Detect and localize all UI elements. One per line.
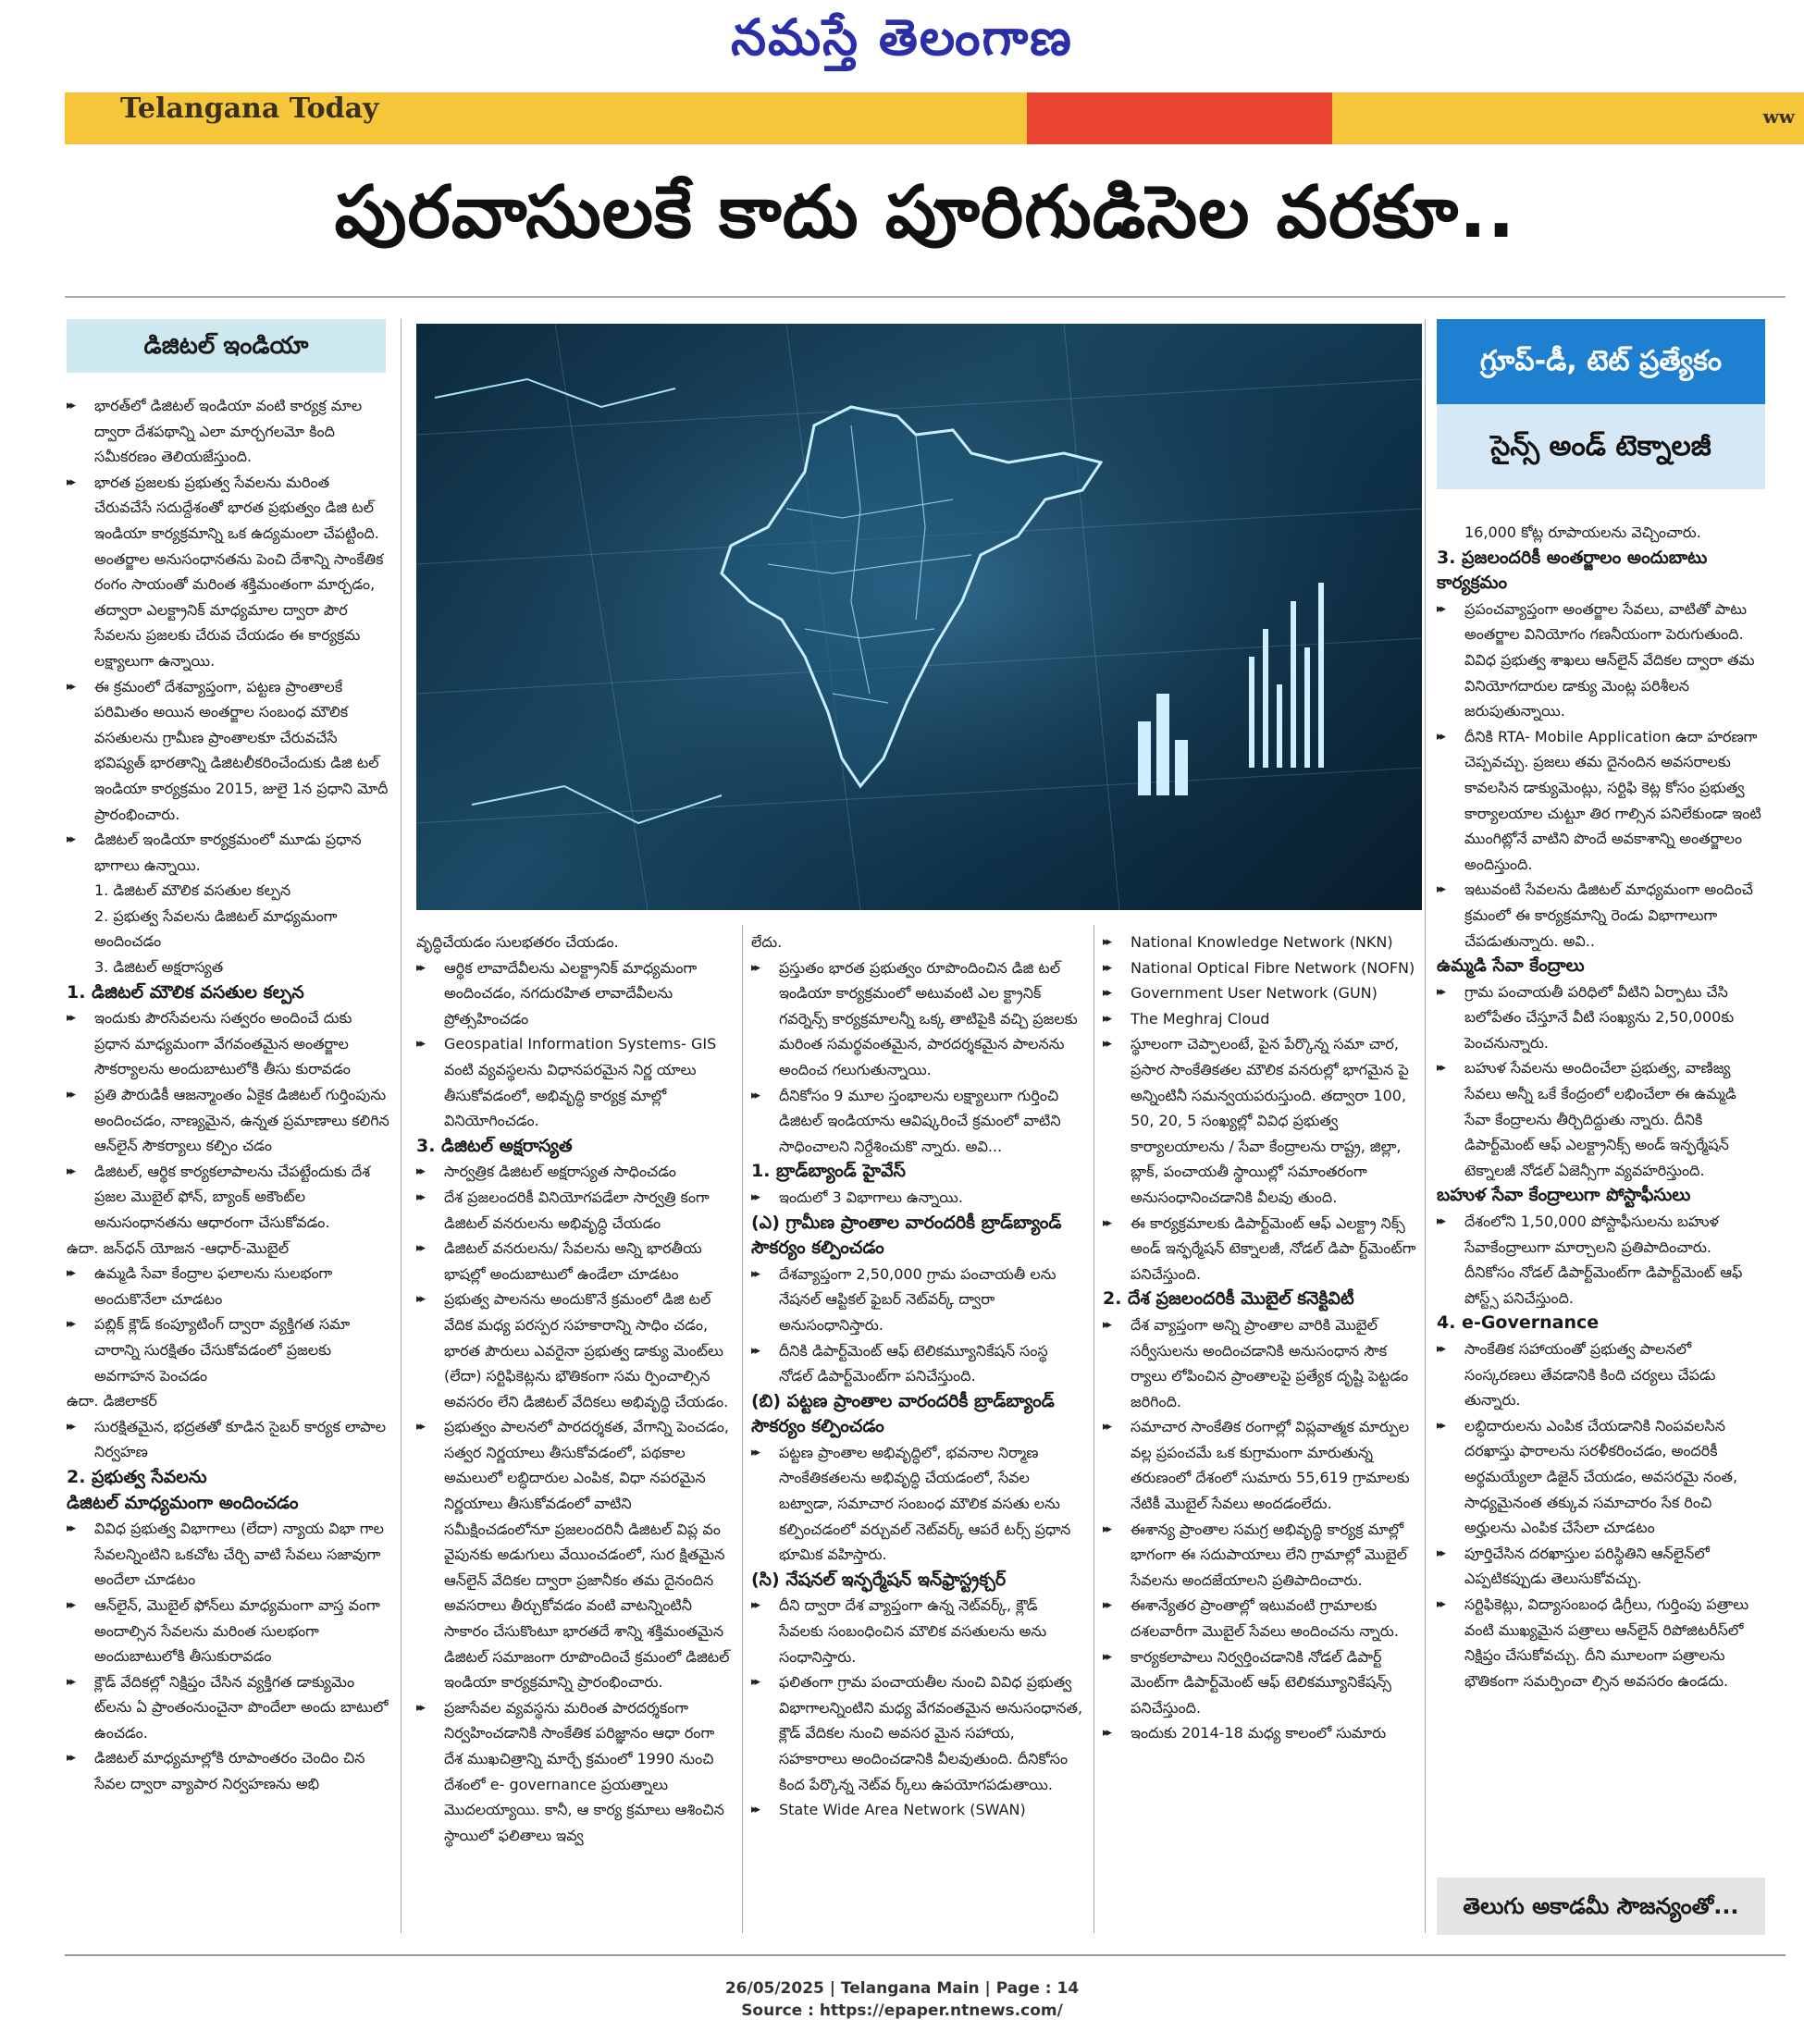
paragraph: వృద్ధిచేయడం సులభతరం చేయడం.: [416, 933, 619, 951]
bullet-paragraph: ▸▸ National Optical Fibre Network (NOFN): [1103, 955, 1417, 981]
bullet-paragraph: ▸▸ ప్రజాసేవల వ్యవస్థను మరింత పారదర్శకంగా నిర్వహించడానికి సాంకేతిక పరిజ్ఞానం ఆధా రంగా దేశ ముఖచిత్రాన్ని మార్చే క్రమంలో 1990 నుంచి దేశంలో e- governance ప్రయత్నాలు మొదలయ్యాయి. కానీ, ఆ కార్య క్రమాలు ఆశించిన స్థాయిలో ఫలితాలు ఇవ్వ: [416, 1695, 733, 1849]
bullet-paragraph: ▸▸ ఈశాన్య ప్రాంతాల సమగ్ర అభివృద్ధి కార్యక్ర మాల్లో భాగంగా ఈ సదుపాయాలు లేని గ్రామాల్లో మొబైల్ సేవలను అందజేయాలని ప్రతిపాదించారు.: [1103, 1517, 1417, 1594]
source-line: Source : https://epaper.ntnews.com/: [741, 2001, 1063, 2020]
section-label-science-tech: సైన్స్ అండ్ టెక్నాలజీ: [1437, 404, 1765, 489]
bullet-paragraph: ▸▸ వివిధ ప్రభుత్వ విభాగాలు (లేదా) న్యాయ విభా గాల సేవలన్నింటిని ఒకచోట చేర్చి వాటి సేవలు సజావుగా అందేలా చూడటం: [67, 1516, 390, 1593]
bullet-paragraph: ▸▸ ఆర్థిక లావాదేవీలను ఎలక్ట్రానిక్ మాధ్యమంగా అందించడం, నగదురహిత లావాదేవీలను ప్రోత్సహించడం: [416, 955, 733, 1032]
bullet-paragraph: ▸▸ సమాచార సాంకేతిక రంగాల్లో విప్లవాత్మక మార్పుల వల్ల ప్రపంచమే ఒక కుగ్రామంగా మారుతున్న తరుణంలో దేశంలో సుమారు 55,619 గ్రామాలకు నేటికీ మొబైల్ సేవలు అందడంలేదు.: [1103, 1414, 1417, 1516]
bullet-paragraph: ▸▸ ఇందుకు 2014-18 మధ్య కాలంలో సుమారు: [1103, 1720, 1417, 1746]
section-heading: 2. ప్రభుత్వ సేవలను: [67, 1466, 207, 1487]
bullet-paragraph: ▸▸ సురక్షితమైన, భద్రతతో కూడిన సైబర్ కార్యక లాపాల నిర్వహణ: [67, 1414, 390, 1465]
numbered-item: 2. ప్రభుత్వ సేవలను డిజిటల్ మాధ్యమంగా అందించడం: [94, 906, 338, 951]
column-rule-4: [1425, 319, 1426, 1933]
bullet-paragraph: ▸▸ భారత్‌లో డిజిటల్ ఇండియా వంటి కార్యక్ర మాల ద్వారా దేశపథాన్ని ఎలా మార్చగలమో కింది సమీకరణం తెలియజేస్తుంది.: [67, 393, 390, 470]
bullet-paragraph: ▸▸ ప్రతి పౌరుడికీ ఆజన్మాంతం ఏకైక డిజిటల్ గుర్తింపును అందించడం, నాణ్యమైన, ఉన్నత ప్రమాణాలు కలిగిన ఆన్‌లైన్ సౌకర్యాలు కల్పిం చడం: [67, 1082, 390, 1159]
section-heading: (ఎ) గ్రామీణ ప్రాంతాల వారందరికీ బ్రాడ్‌బ్యాండ్ సౌకర్యం కల్పించడం: [751, 1212, 1062, 1259]
bullet-paragraph: ▸▸ ఈశాన్యేతర ప్రాంతాల్లో ఇటువంటి గ్రామాలకు దశలవారీగా మొబైల్ సేవలు అందించను న్నారు.: [1103, 1593, 1417, 1644]
section-label-digital-india: డిజిటల్ ఇండియా: [67, 319, 386, 373]
bottom-rule: [65, 1954, 1785, 1956]
section-heading: డిజిటల్ మాధ్యమంగా అందించడం: [67, 1492, 299, 1513]
article-column-5: [1437, 520, 1765, 1693]
section-heading: 1. డిజిటల్ మౌలిక వసతుల కల్పన: [67, 981, 304, 1003]
bullet-paragraph: ▸▸ ప్రభుత్వ పాలనను అందుకొనే క్రమంలో డిజి టల్ వేదిక మధ్య పరస్పర సహకారాన్ని సాధిం చడం, భారత పౌరులు ఎవరైనా ప్రభుత్వ డాక్యు మెంట్‌లు (లేదా) సర్టిఫికెట్లను భౌతికంగా సమ ర్పించాల్సిన అవసరం లేని డిజిటల్ వేదికలు అభివృద్ధి చేయడం.: [416, 1287, 733, 1414]
bullet-paragraph: ▸▸ పూర్తిచేసిన దరఖాస్తుల పరిస్థితిని ఆన్‌లైన్‌లో ఎప్పటికప్పుడు తెలుసుకోవచ్చు.: [1437, 1541, 1765, 1592]
section-heading: 2. దేశ ప్రజలందరికీ మొబైల్ కనెక్టివిటీ: [1103, 1288, 1354, 1310]
banner-strip: [65, 92, 1804, 144]
section-heading: (బి) పట్టణ ప్రాంతాల వారందరికీ బ్రాడ్‌బ్యాండ్ సౌకర్యం కల్పించడం: [751, 1390, 1055, 1437]
bullet-paragraph: ▸▸ ఫలితంగా గ్రామ పంచాయతీల నుంచి వివిధ ప్రభుత్వ విభాగాలన్నింటిని మధ్య వేగవంతమైన అనుసంధానత, క్లౌడ్ వేదికల నుంచి అవసర మైన సహాయ, సహకారాలు అందించడానికి వీలవుతుంది. దీనికోసం కింద పేర్కొన్న నెట్‌వ ర్క్‌లు ఉపయోగపడుతాయి.: [751, 1669, 1084, 1797]
bullet-paragraph: ▸▸ స్థూలంగా చెప్పాలంటే, పైన పేర్కొన్న సమా చార, ప్రసార సాంకేతికతల మౌలిక వనరుల్లో భాగమైన పై అన్నింటినీ సమన్వయపరుస్తుంది. తద్వారా 100, 50, 20, 5 సంఖ్యల్లో వివిధ ప్రభుత్వ కార్యాలయాలను / సేవా కేంద్రాలను రాష్ట్ర, జిల్లా, బ్లాక్, పంచాయతీ స్థాయిల్లో సమాంతరంగా అనుసంధానించడానికి వీలవు తుంది.: [1103, 1031, 1417, 1210]
date-line: 26/05/2025 | Telangana Main | Page : 14: [724, 1979, 1080, 1998]
bullet-paragraph: ▸▸ బహుళ సేవలను అందించేలా ప్రభుత్వ, వాణిజ్య సేవలు అన్నీ ఒకే కేంద్రంలో లభించేలా ఈ ఉమ్మడి సేవా కేంద్రాలను తీర్చిదిద్దుతు న్నారు. దీనికి డిపార్ట్‌మెంట్ ఆఫ్ ఎలక్ట్రానిక్స్ అండ్ ఇన్ఫర్మేషన్ టెక్నాలజీ నోడల్ ఏజెన్సీగా వ్యవహరిస్తుంది.: [1437, 1055, 1765, 1183]
section-label-group-d: గ్రూప్-డీ, టెట్ ప్రత్యేకం: [1437, 319, 1765, 404]
bullet-paragraph: ▸▸ కార్యకలాపాలు నిర్వర్తించడానికి నోడల్ డిపార్ట్ మెంట్‌గా డిపార్ట్‌మెంట్ ఆఫ్ టెలికమ్యూనికేషన్స్ పనిచేస్తుంది.: [1103, 1644, 1417, 1721]
bullet-paragraph: ▸▸ ప్రపంచవ్యాప్తంగా అంతర్జాల సేవలు, వాటితో పాటు అంతర్జాల వినియోగం గణనీయంగా పెరుగుతుంది. వివిధ ప్రభుత్వ శాఖలు ఆన్‌లైన్ వేదికల ద్వారా తమ వినియోగదారుల డాక్యు మెంట్ల పరిశీలన జరుపుతున్నాయి.: [1437, 597, 1765, 724]
banner-red-block: [1027, 92, 1332, 144]
paragraph: ఉదా. డిజిలాకర్: [67, 1392, 157, 1410]
bullet-paragraph: ▸▸ సార్వత్రిక డిజిటల్ అక్షరాస్యత సాధించడం: [416, 1159, 733, 1185]
bullet-paragraph: ▸▸ ఉమ్మడి సేవా కేంద్రాల ఫలాలను సులభంగా అందుకొనేలా చూడటం: [67, 1261, 390, 1311]
bullet-paragraph: ▸▸ డిజిటల్ మాధ్యమాల్లోకి రూపాంతరం చెందిం చిన సేవల ద్వారా వ్యాపార నిర్వహణను అభి: [67, 1745, 390, 1796]
bullet-paragraph: ▸▸ ప్రభుత్వం పాలనలో పారదర్శకత, వేగాన్ని పెంచడం, సత్వర నిర్ణయాలు తీసుకోవడంలో, పథకాల అమలులో లబ్ధిదారుల ఎంపిక, విధా నపరమైన నిర్ణయాలు తీసుకోవడంలో వాటిని సమీక్షించడంలోనూ ప్రజలందరినీ డిజిటల్ విప్ల వం వైపునకు అడుగులు వేయించడంలో, సుర క్షితమైన ఆన్‌లైన్ వేదికల ద్వారా ప్రజానీకం తమ దైనందిన అవసరాలు తీర్చుకోవడం వంటి వాటన్నింటినీ సాకారం చేసుకొంటూ భారతదే శాన్ని శక్తిమంతమైన డిజిటల్ సమాజంగా రూపొందించే క్రమంలో డిజిటల్ ఇండియా కార్యక్రమాన్ని ప్రారంభించారు.: [416, 1414, 733, 1695]
bullet-paragraph: ▸▸ లబ్ధిదారులను ఎంపిక చేయడానికి నింపవలసిన దరఖాస్తు ఫారాలను సరళీకరించడం, అందరికీ అర్థమయ్యేలా డిజైన్ చేయడం, అవసరమై నంత, సాధ్యమైనంత తక్కువ సమాచారం సేక రించి అర్హులను ఎంపిక చేసేలా చూడటం: [1437, 1413, 1765, 1541]
article-column-3: [751, 930, 1084, 1823]
bullet-paragraph: ▸▸ దీనికోసం 9 మూల స్తంభాలను లక్ష్యాలుగా గుర్తించి డిజిటల్ ఇండియాను ఆవిష్కరించే క్రమంలో వాటిని సాధించాలని నిర్దేశించుకొ న్నారు. అవి...: [751, 1083, 1084, 1160]
bullet-paragraph: ▸▸ ఇటువంటి సేవలను డిజిటల్ మాధ్యమంగా అందించే క్రమంలో ఈ కార్యక్రమాన్ని రెండు విభాగాలుగా చేపడుతున్నారు. అవి..: [1437, 877, 1765, 954]
bullet-paragraph: ▸▸ సర్టిఫికెట్లు, విద్యాసంబంధ డిగ్రీలు, గుర్తింపు పత్రాలు వంటి ముఖ్యమైన పత్రాలు ఆన్‌లైన్ రిపోజిటరీస్‌లో నిక్షిప్తం చేసుకోవచ్చు. దీని మూలంగా పత్రాలను భౌతికంగా సమర్పించా ల్సిన అవసరం ఉండదు.: [1437, 1592, 1765, 1693]
bullet-paragraph: ▸▸ ఇందుకు పౌరసేవలను సత్వరం అందించే దుకు ప్రధాన మాధ్యమంగా వేగవంతమైన అంతర్జాల సౌకర్యాలను అందుబాటులోకి తీసు కురావడం: [67, 1005, 390, 1082]
bullet-paragraph: ▸▸ దీని ద్వారా దేశ వ్యాప్తంగా ఉన్న నెట్‌వర్క్, క్లౌడ్ సేవలకు సంబంధించిన మౌలిక వసతులను అను సంధానిస్తారు.: [751, 1593, 1084, 1669]
india-map-photo: [416, 324, 1422, 910]
numbered-item: 3. డిజిటల్ అక్షరాస్యత: [94, 958, 224, 977]
section-heading: 3. ప్రజలందరికీ అంతర్జాలం అందుబాటు కార్యక్రమం: [1437, 547, 1708, 594]
column-rule-2: [742, 925, 743, 1933]
article-column-4: [1103, 930, 1417, 1746]
masthead: నమస్తే తెలంగాణ: [731, 7, 1073, 67]
bullet-paragraph: ▸▸ State Wide Area Network (SWAN): [751, 1797, 1084, 1823]
bullet-paragraph: ▸▸ సాంకేతిక సహాయంతో ప్రభుత్వ పాలనలో సంస్కరణలు తేవడానికి కింది చర్యలు చేపడు తున్నారు.: [1437, 1336, 1765, 1413]
bullet-paragraph: ▸▸ దేశవ్యాప్తంగా 2,50,000 గ్రామ పంచాయతీ లను నేషనల్ ఆప్టికల్ ఫైబర్ నెట్‌వర్క్ ద్వారా అనుసంధానిస్తారు.: [751, 1262, 1084, 1338]
indented-line: 16,000 కోట్ల రూపాయలను వెచ్చించారు.: [1464, 523, 1701, 541]
bullet-paragraph: ▸▸ ప్రస్తుతం భారత ప్రభుత్వం రూపొందించిన డిజి టల్ ఇండియా కార్యక్రమంలో అటువంటి ఎల క్ట్రానిక్ గవర్నెన్స్ కార్యక్రమాలన్నీ ఒక్క తాటిపైకి వచ్చి ప్రజలకు మరింత సమర్థవంతమైన, పారదర్శకమైన పాలనను అందించ గలుగుతున్నాయి.: [751, 955, 1084, 1083]
banner-web-text: ww: [1762, 105, 1795, 128]
bullet-paragraph: ▸▸ పబ్లిక్ క్లౌడ్ కంప్యూటింగ్ ద్వారా వ్యక్తిగత సమా చారాన్ని సురక్షితం చేసుకోవడంలో ప్రజలకు అవగాహన పెంచడం: [67, 1311, 390, 1388]
bullet-paragraph: ▸▸ డిజిటల్ వనరులను/ సేవలను అన్ని భారతీయ భాషల్లో అందుబాటులో ఉండేలా చూడటం: [416, 1236, 733, 1287]
section-heading: బహుళ సేవా కేంద్రాలుగా పోస్టాఫీసులు: [1437, 1185, 1691, 1206]
telangana-today-logo: Telangana Today: [120, 92, 379, 125]
section-heading: (సి) నేషనల్ ఇన్ఫర్మేషన్ ఇన్‌ఫ్రాస్ట్రక్చర్: [751, 1569, 1007, 1590]
section-heading: ఉమ్మడి సేవా కేంద్రాలు: [1437, 955, 1585, 977]
section-heading: 4. e-Governance: [1437, 1312, 1600, 1334]
bullet-paragraph: ▸▸ ఇందులో 3 విభాగాలు ఉన్నాయి.: [751, 1185, 1084, 1211]
column-rule-1: [401, 319, 402, 1933]
bullet-paragraph: ▸▸ ఈ క్రమంలో దేశవ్యాప్తంగా, పట్టణ ప్రాంతాలకే పరిమితం అయిన అంతర్జాల సంబంధ మౌలిక వసతులను గ్రామీణ ప్రాంతాలకూ చేరువచేసే భవిష్యత్ భారతాన్ని డిజిటలీకరించేందుకు డిజి టల్ ఇండియా కార్యక్రమం 2015, జులై 1న ప్రధాని మోదీ ప్రారంభించారు.: [67, 674, 390, 828]
bullet-paragraph: ▸▸ దీనికి RTA- Mobile Application ఉదా హరణగా చెప్పవచ్చు. ప్రజలు తమ దైనందిన అవసరాలకు కావలసిన డాక్యుమెంట్లు, సర్టిఫి కెట్ల కోసం ప్రభుత్వ కార్యాలయాల చుట్టూ తిర గాల్సిన పనిలేకుండా ఇంటి ముంగిట్లోనే వాటిని పొందే అవకాశాన్ని అంతర్జాలం అందిస్తుంది.: [1437, 724, 1765, 878]
bullet-paragraph: ▸▸ భారత ప్రజలకు ప్రభుత్వ సేవలను మరింత చేరువచేసే సదుద్దేశంతో భారత ప్రభుత్వం డిజి టల్ ఇండియా కార్యక్రమాన్ని ఒక ఉద్యమంలా చేపట్టింది. అంతర్జాల అనుసంధానతను పెంచి దేశాన్ని సాంకేతిక రంగం సాయంతో మరింత శక్తిమంతంగా మార్చడం, తద్వారా ఎలక్ట్రానిక్ మాధ్యమాల ద్వారా పౌర సేవలను ప్రజలకు చేరువ చేయడం ఈ కార్యక్రమ లక్ష్యాలుగా ఉన్నాయి.: [67, 470, 390, 674]
numbered-item: 1. డిజిటల్ మౌలిక వసతుల కల్పన: [94, 881, 291, 900]
article-column-2: [416, 930, 733, 1848]
paragraph: ఉదా. జన్‌ధన్ యోజన -ఆధార్-మొబైల్: [67, 1238, 290, 1257]
section-heading: 1. బ్రాడ్‌బ్యాండ్ హైవేస్: [751, 1161, 906, 1182]
headline: పురవాసులకే కాదు పూరిగుడిసెల వరకూ..: [334, 171, 1516, 254]
bullet-paragraph: ▸▸ దీనికి డిపార్ట్‌మెంట్ ఆఫ్ టెలికమ్యూనికేషన్ సంస్థ నోడల్ డిపార్ట్‌మెంట్‌గా పనిచేస్తుంది.: [751, 1338, 1084, 1389]
bullet-paragraph: ▸▸ Government User Network (GUN): [1103, 980, 1417, 1006]
bullet-paragraph: ▸▸ పట్టణ ప్రాంతాల అభివృద్ధిలో, భవనాల నిర్మాణ సాంకేతికతలను అభివృద్ధి చేయడంలో, సేవల బట్వాడా, సమాచార సంబంధ మౌలిక వసతు లను కల్పించడంలో వర్చువల్ నెట్‌వర్క్ ఆపరే టర్స్ ప్రధాన భూమిక వహిస్తారు.: [751, 1440, 1084, 1568]
section-heading: 3. డిజిటల్ అక్షరాస్యత: [416, 1135, 573, 1156]
bullet-paragraph: ▸▸ ఆన్‌లైన్, మొబైల్ ఫోన్‌లు మాధ్యమంగా వాస్త వంగా అందాల్సిన సేవలను మరింత సులభంగా అందుబాటులోకి తీసుకురావడం: [67, 1593, 390, 1669]
bullet-paragraph: ▸▸ డిజిటల్ ఇండియా కార్యక్రమంలో మూడు ప్రధాన భాగాలు ఉన్నాయి.: [67, 827, 390, 878]
paragraph: లేదు.: [751, 933, 783, 951]
bullet-paragraph: ▸▸ Geospatial Information Systems- GIS వంటి వ్యవస్థలను విధానపరమైన నిర్ణ యాలు తీసుకోవడంలో, అభివృద్ధి కార్యక్ర మాల్లో వినియోగించడం.: [416, 1031, 733, 1133]
bullet-paragraph: ▸▸ క్లౌడ్ వేదికల్లో నిక్షిప్తం చేసిన వ్యక్తిగత డాక్యుమెం ట్‌లను ఏ ప్రాంతంనుంచైనా పొందేలా అందు బాటులో ఉంచడం.: [67, 1669, 390, 1746]
article-column-1: [67, 393, 390, 1797]
bullet-paragraph: ▸▸ దేశ వ్యాప్తంగా అన్ని ప్రాంతాల వారికి మొబైల్ సర్వీసులను అందించడానికి అనుసంధాన సౌక ర్యాలు లోపించిన ప్రాంతాలపై ప్రత్యేక దృష్టి పెట్టడం జరిగింది.: [1103, 1312, 1417, 1414]
bullet-paragraph: ▸▸ ఈ కార్యక్రమాలకు డిపార్ట్‌మెంట్ ఆఫ్ ఎలక్ట్రా నిక్స్ అండ్ ఇన్ఫర్మేషన్ టెక్నాలజీ, నోడల్ డిపా ర్ట్‌మెంట్‌గా పనిచేస్తుంది.: [1103, 1211, 1417, 1287]
india-map-graphic: [416, 324, 1422, 910]
headline-rule: [65, 296, 1785, 298]
bullet-paragraph: ▸▸ National Knowledge Network (NKN): [1103, 930, 1417, 955]
bullet-paragraph: ▸▸ డిజిటల్, ఆర్థిక కార్యకలాపాలను చేపట్టేందుకు దేశ ప్రజల మొబైల్ ఫోన్, బ్యాంక్ అకౌంట్‌ల అనుసంధానతను ఆధారంగా చేసుకోవడం.: [67, 1159, 390, 1236]
bullet-paragraph: ▸▸ దేశ ప్రజలందరికీ వినియోగపడేలా సార్వత్రి కంగా డిజిటల్ వనరులను అభివృద్ధి చేయడం: [416, 1185, 733, 1236]
bullet-paragraph: ▸▸ గ్రామ పంచాయతీ పరిధిలో వీటిని ఏర్పాటు చేసి బలోపేతం చేస్తూనే వీటి సంఖ్యను 2,50,000కు పెంచనున్నారు.: [1437, 979, 1765, 1056]
bullet-paragraph: ▸▸ The Meghraj Cloud: [1103, 1006, 1417, 1032]
bullet-paragraph: ▸▸ దేశంలోని 1,50,000 పోస్టాఫీసులను బహుళ సేవాకేంద్రాలుగా మార్చాలని ప్రతిపాదించారు. దీనికోసం నోడల్ డిపార్ట్‌మెంట్‌గా డిపార్ట్‌మెంట్ ఆఫ్ పోస్ట్స్ పనిచేస్తుంది.: [1437, 1209, 1765, 1311]
courtesy-box: తెలుగు అకాడమీ సౌజన్యంతో...: [1437, 1878, 1765, 1935]
